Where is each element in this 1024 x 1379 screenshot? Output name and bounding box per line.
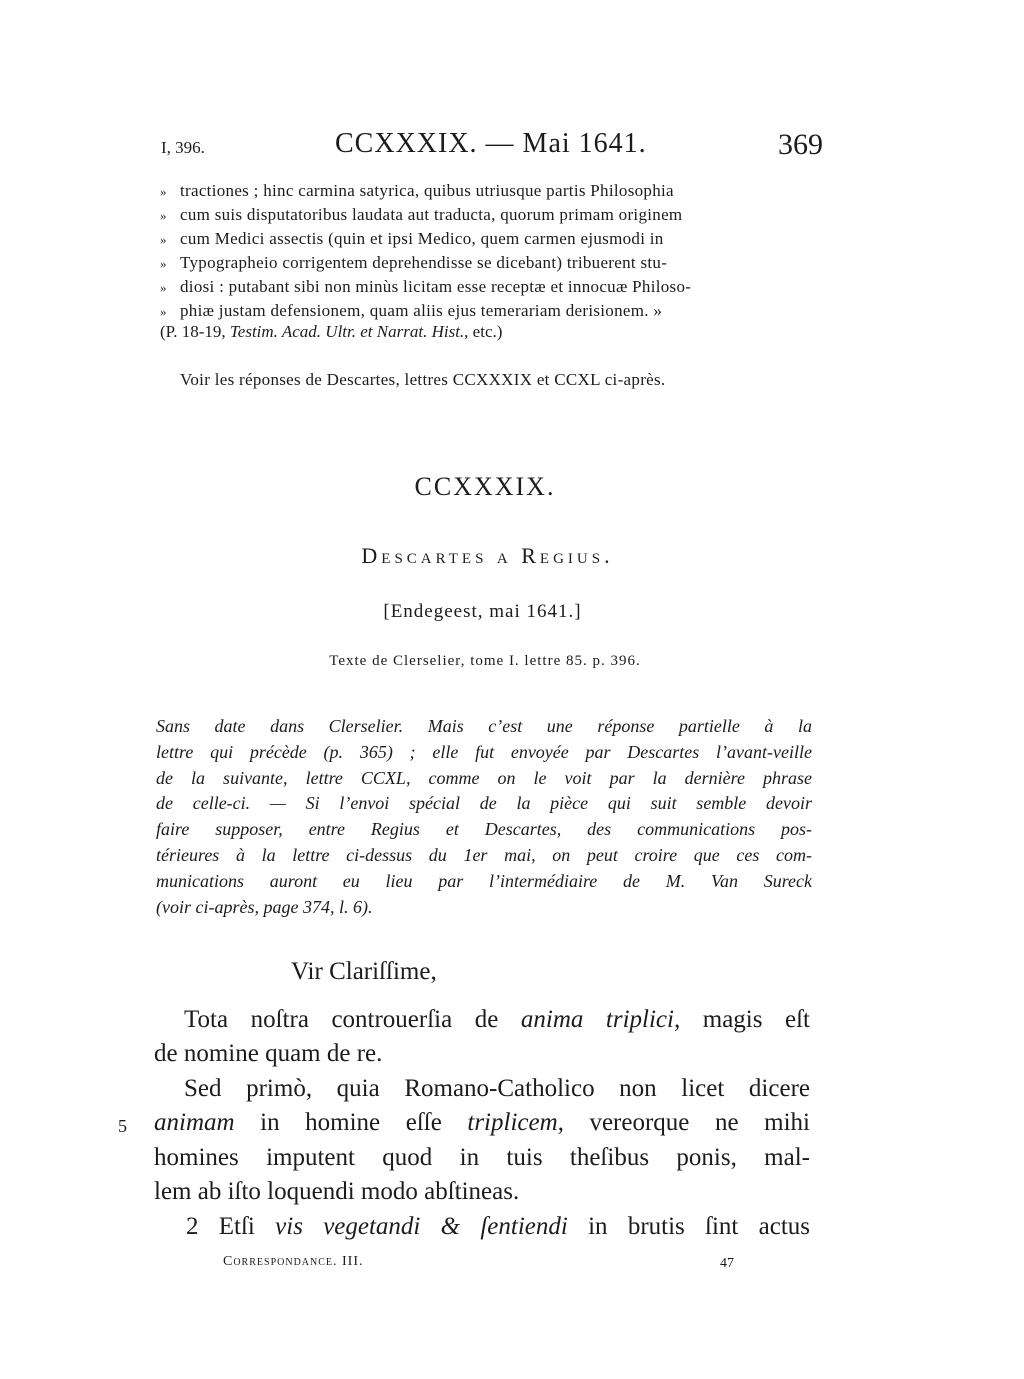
body-line — [154, 1109, 810, 1137]
body-text: in homine eſſe — [234, 1109, 468, 1136]
quote-line — [160, 301, 662, 321]
quote-line — [160, 229, 664, 249]
letter-source: Texte de Clerselier, tome I. lettre 85. p. 396. — [329, 653, 641, 669]
body-text: in brutis ſint actus — [567, 1213, 811, 1240]
editorial-note-line: térieures à la lettre ci-dessus du 1er mai, on peut croire que ces com- — [156, 845, 812, 865]
quote-line — [160, 181, 674, 201]
body-line: homines imputent quod in tuis theſibus ponis, mal- — [154, 1144, 810, 1171]
quote-mark: » — [160, 208, 167, 223]
quote-line — [160, 253, 667, 273]
line-number: 5 — [118, 1116, 127, 1136]
body-text: vereorque ne mihi — [563, 1109, 810, 1136]
body-italic: animam — [154, 1109, 235, 1136]
editorial-note-line: de la suivante, lettre CCXL, comme on le voit par la dernière phrase — [156, 768, 812, 788]
quote-mark: » — [160, 280, 167, 295]
letter-place-date: [Endegeest, mai 1641.] — [383, 601, 582, 622]
body-text: 2 Etſi — [186, 1213, 276, 1240]
editorial-note-line: munications auront eu lieu par l’intermédiaire de M. Van Sureck — [156, 871, 812, 891]
sheet-number: 47 — [720, 1256, 734, 1271]
cross-reference-note: Voir les réponses de Descartes, lettres CCXXXIX et CCXL ci-après. — [180, 370, 666, 389]
quote-text: cum suis disputatoribus laudata aut traducta, quorum primam originem — [180, 205, 683, 224]
editorial-note-line: Sans date dans Clerselier. Mais c’est une réponse partielle à la — [156, 716, 812, 736]
quote-mark: » — [160, 304, 167, 319]
quote-mark: » — [160, 256, 167, 271]
quote-text: diosi : putabant sibi non minùs licitam esse receptæ et innocuæ Philoso- — [180, 277, 692, 296]
body-text: magis eſt — [680, 1006, 810, 1033]
quote-mark: » — [160, 184, 167, 199]
quote-text: Typographeio corrigentem deprehendisse se dicebant) tribuerent stu- — [180, 253, 668, 272]
body-italic: triplicem, — [467, 1109, 564, 1136]
running-head-ref: I, 396. — [161, 138, 205, 157]
citation-suffix: etc.) — [472, 322, 503, 341]
body-line — [186, 1213, 810, 1241]
letter-number: CCXXXIX. — [414, 472, 556, 501]
citation-title: Testim. Acad. Ultr. et Narrat. Hist., — [229, 322, 469, 341]
body-text: Tota noſtra controuerſia de — [184, 1006, 521, 1033]
printer-signature: Correspondance. III. — [223, 1254, 364, 1269]
quote-text: phiæ justam defensionem, quam aliis ejus temerariam derisionem. » — [180, 301, 663, 320]
body-line — [184, 1006, 810, 1034]
quote-line — [160, 277, 691, 297]
editorial-note-line: faire supposer, entre Regius et Descartes, des communications pos- — [156, 819, 812, 839]
editorial-note-line: lettre qui précède (p. 365) ; elle fut envoyée par Descartes l’avant-veille — [156, 742, 812, 762]
body-italic: vis vegetandi & ſentiendi — [275, 1213, 568, 1240]
body-line: lem ab iſto loquendi modo abſtineas. — [154, 1178, 520, 1205]
page-number: 369 — [778, 128, 823, 161]
editorial-note-line: de celle-ci. — Si l’envoi spécial de la pièce qui suit semble devoir — [156, 793, 812, 813]
letter-address: Descartes a Regius. — [361, 543, 614, 568]
quote-mark: » — [160, 232, 167, 247]
salutation: Vir Clariſſime, — [291, 958, 437, 985]
editorial-note-line: (voir ci-après, page 374, l. 6). — [156, 897, 373, 917]
body-italic: anima triplici, — [520, 1006, 681, 1033]
quote-text: tractiones ; hinc carmina satyrica, quibus utriusque partis Philosophia — [180, 181, 674, 200]
body-line: de nomine quam de re. — [154, 1040, 383, 1067]
quote-text: cum Medici assectis (quin et ipsi Medico, quem carmen ejusmodi in — [180, 229, 664, 248]
citation-prefix: (P. 18-19, — [160, 322, 226, 341]
body-line: Sed primò, quia Romano-Catholico non licet dicere — [184, 1075, 810, 1102]
quote-line — [160, 205, 682, 225]
quote-citation — [160, 322, 502, 342]
running-head-title: CCXXXIX. — Mai 1641. — [335, 128, 647, 159]
